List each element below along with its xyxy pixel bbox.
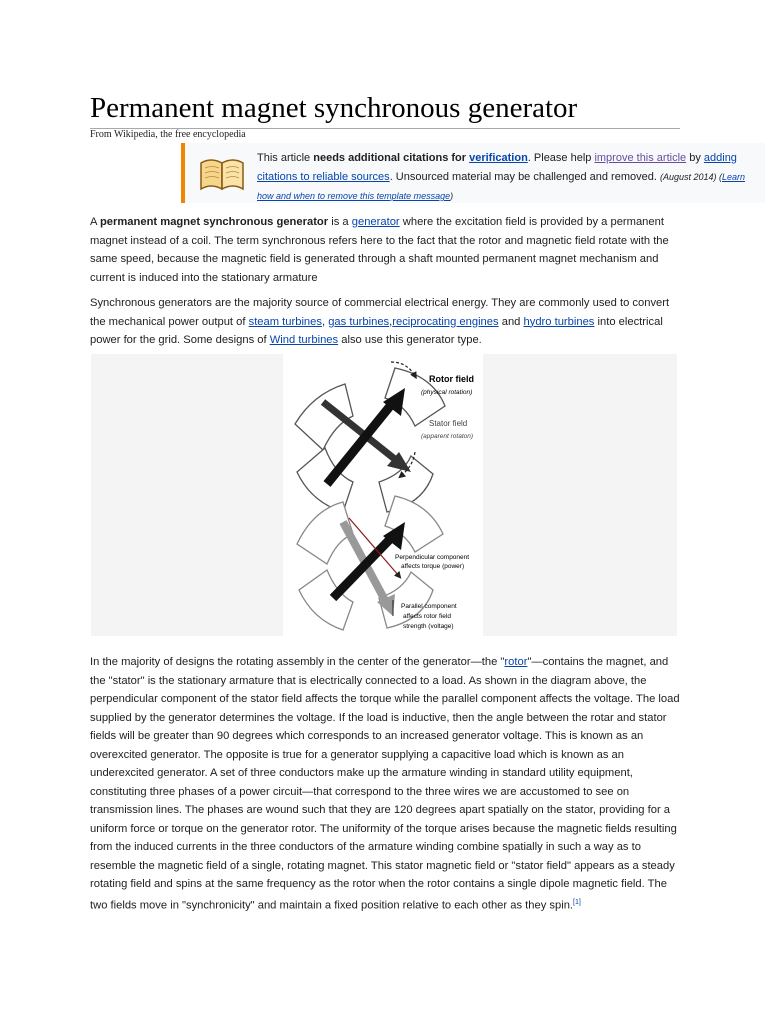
article-subject-bold: permanent magnet synchronous generator xyxy=(99,216,329,228)
diagram-panel xyxy=(283,354,483,636)
text-run: Synchronous generators are the majority source of commercial electrical energy. They are commonly used to convert the mechanical power output of xyxy=(90,297,670,328)
physical-rotation-label: (physical rotation) xyxy=(421,389,473,396)
text-run: , xyxy=(321,315,329,328)
hydro-turbines-link[interactable]: hydro turbines xyxy=(523,315,595,328)
rotor-field-label: Rotor field xyxy=(429,374,474,384)
perpendicular-label-2: affects torque (power) xyxy=(401,563,465,570)
parallel-label-1: Parallel component xyxy=(401,603,457,610)
citation-notice-box xyxy=(181,143,765,203)
reference-1-link[interactable]: [1] xyxy=(573,898,581,906)
notice-text-part: . Please help xyxy=(527,152,595,164)
notice-text-part: by xyxy=(686,152,704,164)
perpendicular-label-1: Perpendicular component xyxy=(395,554,470,561)
text-run: "—contains the magnet, and the "stator" is the stationary armature that is electrically connected to a load. As shown in the diagram above, the perpendicular component of the stator field affects the torque while the parallel component affects the voltage. The load supplied by the generator determines the voltage. If the load is inductive, then the angle between the rotar and stator fields will be greater than 90 degrees which corresponds to an increased generator voltage. This is known as an overexcited generator. The opposite is true for a generator supplying a capacitive load which is known as an underexcited generator. A set of three conductors make up the armature winding in standard utility equipment, constituting three phases of a power circuit—that correspond to the three wires we are accustomed to see on transmission lines. The phases are wound such that they are 120 degrees apart spatially on the stator, providing for a uniform force or torque on the generator rotor. The uniformity of the torque arises because the magnetic fields resulting from the induced currents in the three conductors of the armature winding combine spatially in such a way as to resemble the magnetic field of a single, rotating magnet. This stator magnetic field or "stator field" appears as a steady rotating field and spins at the same frequency as the rotor when the rotor contains a single dipole magnetic field. The two fields move in "synchronicity" and maintain a fixed position relative to each other as they spin. xyxy=(90,656,680,912)
generator-field-diagram xyxy=(91,354,677,636)
reciprocating-engines-link[interactable]: reciprocating engines xyxy=(392,315,499,328)
gas-turbines-link[interactable]: gas turbines xyxy=(328,315,390,328)
notice-date: (August 2014) xyxy=(659,172,717,182)
notice-text-part: . Unsourced material may be challenged and removed. xyxy=(389,171,660,183)
notice-text-part: This article xyxy=(257,152,314,164)
adding-citations-link[interactable]: adding citations to reliable sources xyxy=(257,152,737,183)
generator-link[interactable]: generator xyxy=(351,216,400,228)
rotor-field-arrow-lower xyxy=(333,534,395,598)
intro-paragraph xyxy=(90,213,680,287)
stator-field-label: Stator field xyxy=(429,419,468,428)
text-run: also use this generator type. xyxy=(338,334,482,346)
steam-turbines-link[interactable]: steam turbines xyxy=(248,315,322,328)
text-run: In the majority of designs the rotating assembly in the center of the generator—the " xyxy=(90,656,505,668)
text-run: , xyxy=(389,315,393,328)
apparent-rotation-label: (apparent rotaton) xyxy=(421,433,474,440)
page-title: Permanent magnet synchronous generator xyxy=(90,90,680,129)
parallel-label-3: strength (voltage) xyxy=(403,623,454,630)
field-diagram-svg xyxy=(283,354,483,636)
book-icon xyxy=(197,155,247,193)
text-run: and xyxy=(498,315,524,328)
text-run: where the excitation field is provided by a permanent magnet instead of a coil. The term synchronous refers here to the fact that the rotor and magnetic field rotate with the same speed, because the magnetic field is generated through a shaft mounted permanent magnet mechanism and current is induced into the stationary armature xyxy=(90,216,669,284)
verification-link[interactable]: verification xyxy=(469,152,528,164)
rotor-link[interactable]: rotor xyxy=(504,656,528,668)
text-run: is a xyxy=(328,216,352,228)
text-run: A xyxy=(90,216,100,228)
wind-turbines-link[interactable]: Wind turbines xyxy=(269,334,339,346)
improve-article-link[interactable]: improve this article xyxy=(594,152,687,164)
notice-text-part: ( xyxy=(716,172,722,182)
notice-text xyxy=(257,149,762,206)
notice-text-part: ) xyxy=(450,191,454,201)
text-run: into electrical power for the grid. Some designs of xyxy=(90,315,663,346)
learn-remove-template-link[interactable]: Learn how and when to remove this template message xyxy=(257,172,746,201)
notice-text-bold: needs additional citations for xyxy=(313,152,470,164)
rotor-stator-paragraph xyxy=(90,653,680,915)
page-subtitle: From Wikipedia, the free encyclopedia xyxy=(90,129,246,140)
usage-paragraph xyxy=(90,294,682,350)
parallel-label-2: affects rotor field xyxy=(403,613,451,620)
